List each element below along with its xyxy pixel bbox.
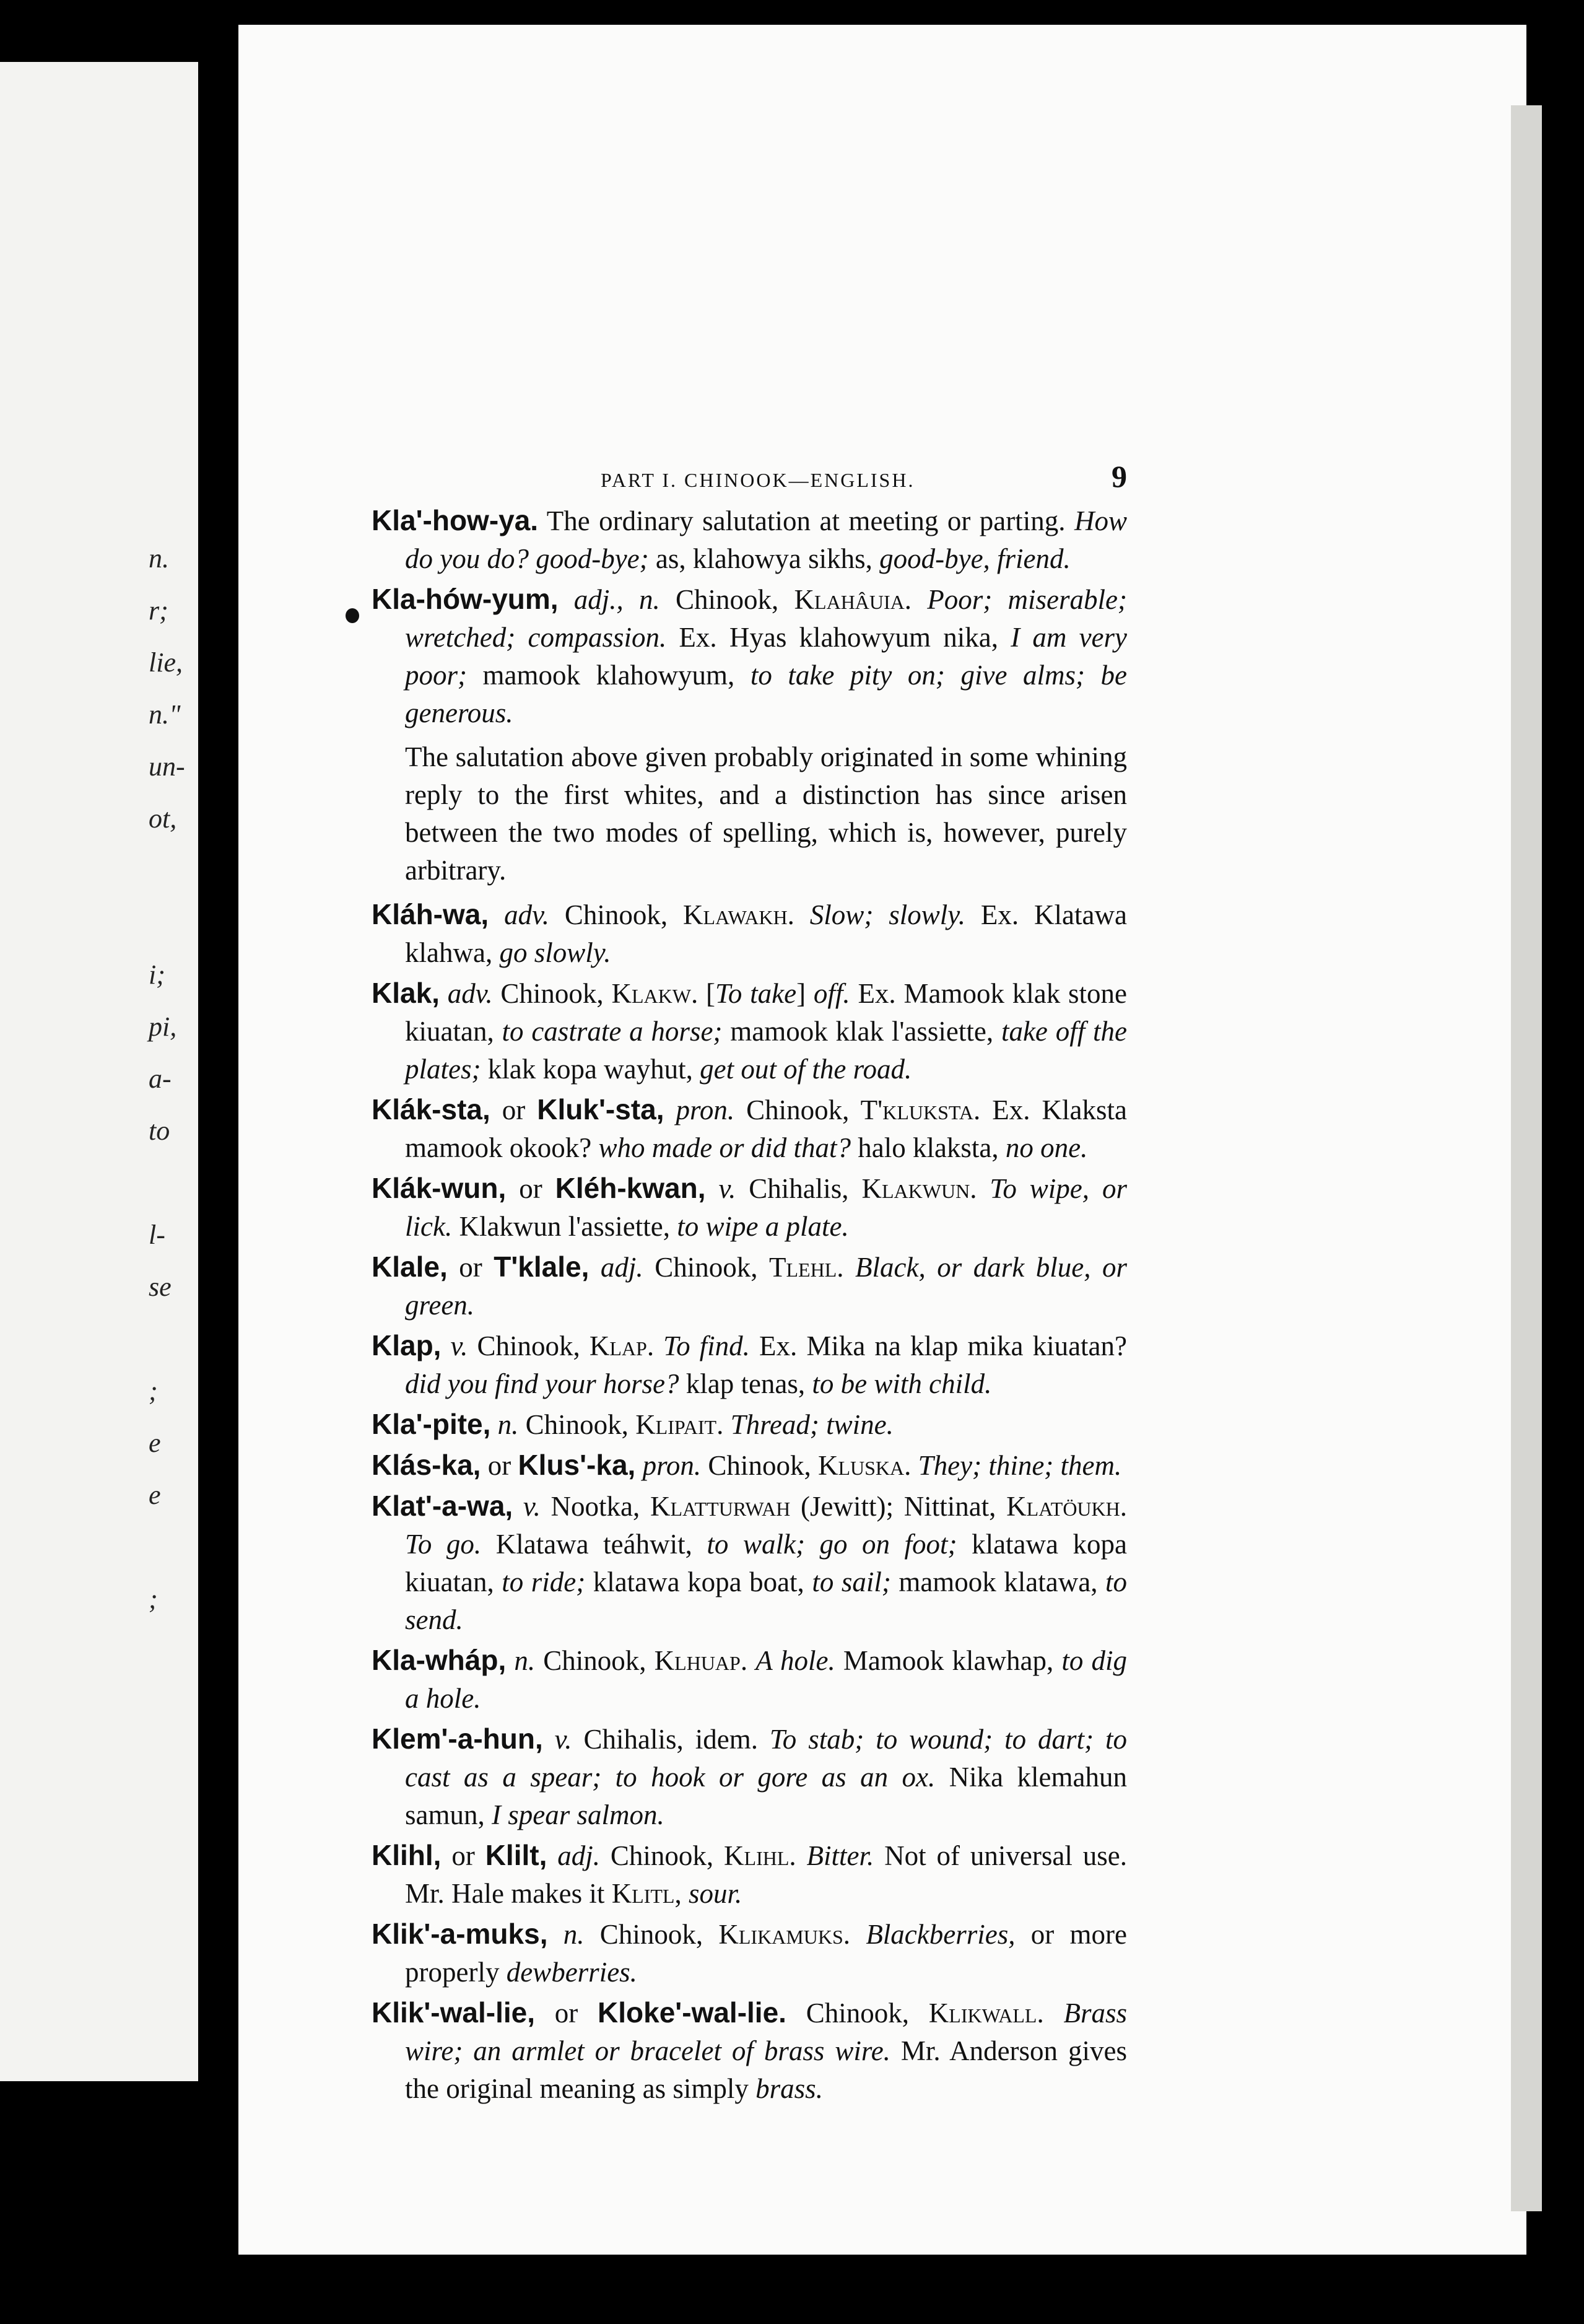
entry-text: klatawa kopa boat, <box>585 1566 812 1597</box>
source-word: Klap <box>589 1330 647 1361</box>
left-page-fragment <box>149 1313 198 1365</box>
definition: To wipe, or lick. <box>405 1173 1127 1242</box>
definition: no one. <box>1005 1132 1088 1163</box>
headword: Klák-sta, <box>372 1093 490 1125</box>
page-edge-shadow <box>1511 105 1542 2211</box>
entry-text: klak kopa wayhut, <box>481 1054 700 1085</box>
left-page-fragment: ; <box>149 1376 158 1406</box>
headword: Kla-wháp, <box>372 1644 507 1676</box>
entry-text: Chinook, <box>535 1645 655 1676</box>
entry-text: Nika klemahun samun, <box>405 1762 1127 1830</box>
definition: take off the plates; <box>405 1016 1127 1085</box>
definition: A hole. <box>755 1645 835 1676</box>
left-page-fragment: a- <box>149 1064 172 1094</box>
grammar-label: adv. <box>489 899 549 930</box>
left-page-fragment: to <box>149 1116 170 1146</box>
definition: To go. <box>405 1529 482 1560</box>
source-word: Klipait <box>635 1409 717 1440</box>
headword: Klat'-a-wa, <box>372 1490 513 1522</box>
definition: Blackberries, <box>866 1919 1016 1950</box>
left-page-fragment: l- <box>149 1220 165 1250</box>
dictionary-entry <box>372 1169 1127 1246</box>
definition: to wipe a plate. <box>677 1211 849 1242</box>
running-header <box>372 458 1127 494</box>
entry-text: Mr. Anderson gives the original meaning as simply <box>405 2035 1127 2104</box>
dictionary-entry <box>372 1837 1127 1913</box>
source-word: Klitl <box>611 1878 675 1909</box>
entry-text: or <box>481 1450 518 1481</box>
definition: They; thine; them. <box>918 1450 1122 1481</box>
entry-text: mamook klatawa, <box>890 1566 1105 1597</box>
grammar-label: v. <box>542 1724 572 1755</box>
definition: sour. <box>688 1878 742 1909</box>
grammar-label: pron. <box>664 1094 735 1125</box>
entry-text: as, klahowya sikhs, <box>648 543 880 574</box>
page-number: 9 <box>1112 459 1127 494</box>
running-head-title: PART I. CHINOOK—ENGLISH. <box>601 469 915 491</box>
entry-text: Chinook, <box>786 1998 929 2029</box>
headword: Kla-hów-yum, <box>372 583 559 615</box>
entry-text: . <box>787 899 810 930</box>
headword: Klem'-a-hun, <box>372 1723 543 1755</box>
source-word: Klatöukh <box>1006 1491 1120 1522</box>
entry-text: (Jewitt); Nittinat, <box>790 1491 1007 1522</box>
entry-text: . <box>789 1840 807 1871</box>
entry-text: The salutation above given probably originated in some whining reply to the first whites, and a distinction has since arisen between the two modes of spelling, which is, however, purely arbitrary. <box>405 741 1127 886</box>
entry-text: Ex. Klatawa klahwa, <box>405 899 1127 968</box>
definition: who made or did that? <box>598 1132 851 1163</box>
entry-text: . <box>646 1330 664 1361</box>
grammar-label: v. <box>441 1330 468 1361</box>
definition: dewberries. <box>506 1957 637 1988</box>
entry-text: The ordinary salutation at meeting or parting. <box>538 505 1074 536</box>
left-page-fragment: un- <box>149 751 185 782</box>
left-page-fragment: se <box>149 1272 172 1302</box>
entry-text: Chinook, <box>549 899 684 930</box>
dictionary-entry <box>372 1091 1127 1167</box>
entry-text: . <box>843 1919 866 1950</box>
left-page-fragment: n. <box>149 543 169 574</box>
headword: Kla'-pite, <box>372 1408 491 1440</box>
entry-note <box>372 738 1127 889</box>
entry-text: Ex. Mamook klak stone kiuatan, <box>405 978 1127 1047</box>
definition: to ride; <box>502 1566 586 1597</box>
left-page-fragment: n." <box>149 699 181 730</box>
entry-text: . <box>904 584 928 615</box>
definition: Slow; slowly. <box>809 899 965 930</box>
left-page-edge <box>0 62 198 2081</box>
entry-text: mamook klak l'assiette, <box>722 1016 1001 1047</box>
definition: get out of the road. <box>700 1054 912 1085</box>
left-page-fragment <box>149 897 198 949</box>
variant-headword: Kloke'-wal-lie. <box>598 1996 786 2029</box>
headword: Klik'-a-muks, <box>372 1918 548 1950</box>
entry-text: . [ <box>690 978 715 1009</box>
definition: go slowly. <box>499 937 611 968</box>
left-page-fragment: e <box>149 1480 161 1510</box>
variant-headword: T'klale, <box>494 1251 590 1283</box>
entry-text: Not of universal use. Mr. Hale makes it <box>405 1840 1127 1909</box>
left-page-text-fragments <box>149 533 198 1625</box>
entry-text: , <box>674 1878 689 1909</box>
grammar-label: adj. <box>547 1840 601 1871</box>
definition: to castrate a horse; <box>502 1016 723 1047</box>
source-word: Klihl <box>724 1840 790 1871</box>
entry-text: . <box>740 1645 756 1676</box>
left-page-fragment: ot, <box>149 803 177 834</box>
source-word: Klahâuia <box>794 584 905 615</box>
entry-text: Ex. Mika na klap mika kiuatan? <box>749 1330 1128 1361</box>
definition: to walk; go on foot; <box>707 1529 957 1560</box>
definition: I am very poor; <box>405 622 1127 691</box>
entry-text: Chinook, <box>468 1330 590 1361</box>
source-word: Kluska <box>817 1450 905 1481</box>
grammar-label: adj., n. <box>558 584 660 615</box>
entry-text: or <box>441 1840 485 1871</box>
source-word: Klawakh <box>683 899 788 930</box>
grammar-label: n. <box>547 1919 585 1950</box>
left-page-fragment <box>149 845 198 897</box>
entry-text: . <box>1037 1998 1064 2029</box>
variant-headword: Klilt, <box>485 1839 547 1871</box>
left-page-fragment: i; <box>149 959 165 990</box>
entry-text: Chihalis, <box>736 1173 862 1204</box>
entry-text: mamook klahowyum, <box>467 660 751 691</box>
entry-text: or <box>506 1173 555 1204</box>
definition: to dig a hole. <box>405 1645 1128 1714</box>
headword: Klik'-wal-lie, <box>372 1996 536 2029</box>
dictionary-entry <box>372 974 1127 1088</box>
left-page-fragment: lie, <box>149 647 183 678</box>
source-word: Klakw <box>611 978 691 1009</box>
entry-text: halo klaksta, <box>850 1132 1006 1163</box>
dictionary-entry <box>372 1720 1127 1834</box>
grammar-label: adj. <box>589 1252 643 1283</box>
dictionary-entries <box>372 502 1127 2110</box>
definition: Brass wire; an armlet or bracelet of brass wire. <box>405 1998 1127 2066</box>
headword: Klak, <box>372 977 440 1009</box>
entry-text: or <box>447 1252 494 1283</box>
variant-headword: Kléh-kwan, <box>555 1172 706 1204</box>
definition: Thread; twine. <box>730 1409 894 1440</box>
dictionary-entry <box>372 1327 1127 1403</box>
definition: To find. <box>663 1330 750 1361</box>
left-page-fragment <box>149 1157 198 1209</box>
entry-text: Mamook klawhap, <box>835 1645 1062 1676</box>
entry-text: Ex. Hyas klahowyum nika, <box>666 622 1011 653</box>
variant-headword: Kluk'-sta, <box>537 1093 664 1125</box>
entry-text: Klatawa teáhwit, <box>481 1529 707 1560</box>
left-page-fragment: e <box>149 1428 161 1458</box>
dictionary-entry <box>372 1641 1127 1718</box>
grammar-label: pron. <box>635 1450 702 1481</box>
grammar-label: n. <box>490 1409 519 1440</box>
entry-text: . <box>904 1450 918 1481</box>
headword: Klás-ka, <box>372 1449 481 1481</box>
definition: good-bye, friend. <box>879 543 1071 574</box>
definition: To take <box>715 978 797 1009</box>
entry-text: Chinook, <box>584 1919 719 1950</box>
entry-text: ] <box>796 978 814 1009</box>
dictionary-entry <box>372 896 1127 972</box>
entry-text: Klakwun l'assiette, <box>452 1211 677 1242</box>
headword: Kláh-wa, <box>372 898 489 930</box>
grammar-label: v. <box>705 1173 736 1204</box>
source-word: Klakwun <box>861 1173 970 1204</box>
entry-text: or <box>490 1094 537 1125</box>
definition: Black, or dark blue, or green. <box>405 1252 1127 1321</box>
headword: Klale, <box>372 1251 448 1283</box>
entry-text: klatawa kopa kiuatan, <box>405 1529 1127 1597</box>
dictionary-entry <box>372 580 1127 732</box>
left-page-fragment <box>149 1521 198 1573</box>
entry-text: . <box>970 1173 990 1204</box>
definition: off. <box>813 978 850 1009</box>
definition: brass. <box>755 2073 823 2104</box>
entry-text: Chinook, <box>701 1450 818 1481</box>
entry-text: Chinook, <box>643 1252 769 1283</box>
dictionary-entry <box>372 502 1127 578</box>
source-word: Klhuap <box>654 1645 741 1676</box>
source-word: Klatturwah <box>650 1491 791 1522</box>
ink-mark <box>346 608 359 623</box>
entry-text: Chinook, T' <box>734 1094 883 1125</box>
entry-text: . <box>1120 1491 1128 1522</box>
dictionary-entry <box>372 1248 1127 1324</box>
entry-text: . Ex. Klaksta mamook okook? <box>405 1094 1127 1163</box>
definition: to send. <box>405 1566 1127 1635</box>
source-word: Klikwall <box>928 1998 1037 2029</box>
entry-text: . <box>837 1252 856 1283</box>
entry-text: or <box>535 1998 598 2029</box>
definition: Bitter. <box>806 1840 874 1871</box>
left-page-fragment: ; <box>149 1584 158 1614</box>
dictionary-entry <box>372 1487 1127 1639</box>
entry-text: Chinook, <box>600 1840 725 1871</box>
definition: to be with child. <box>812 1368 992 1399</box>
headword: Kla'-how-ya. <box>372 504 539 536</box>
headword: Klák-wun, <box>372 1172 507 1204</box>
entry-text: or more properly <box>405 1919 1128 1988</box>
definition: to sail; <box>812 1566 891 1597</box>
grammar-label: adv. <box>439 978 493 1009</box>
entry-text: Nootka, <box>540 1491 651 1522</box>
dictionary-entry <box>372 1915 1127 1991</box>
headword: Klihl, <box>372 1839 442 1871</box>
grammar-label: n. <box>506 1645 536 1676</box>
dictionary-entry <box>372 1405 1127 1444</box>
entry-text: klap tenas, <box>679 1368 812 1399</box>
definition: How do you do? good-bye; <box>405 505 1127 574</box>
dictionary-entry <box>372 1446 1127 1485</box>
definition: to take pity on; give alms; be generous. <box>405 660 1127 728</box>
definition: did you find your horse? <box>405 1368 679 1399</box>
source-word: Tlehl <box>769 1252 837 1283</box>
entry-text: Chihalis, idem. <box>572 1724 770 1755</box>
definition: Poor; miserable; wretched; compassion. <box>405 584 1127 653</box>
source-word: Klikamuks <box>718 1919 843 1950</box>
headword: Klap, <box>372 1329 442 1361</box>
entry-text: Chinook, <box>518 1409 636 1440</box>
grammar-label: v. <box>513 1491 541 1522</box>
source-word: kluksta <box>882 1094 973 1125</box>
left-page-fragment: r; <box>149 595 168 626</box>
entry-text: Chinook, <box>492 978 612 1009</box>
definition: I spear salmon. <box>492 1799 664 1830</box>
dictionary-entry <box>372 1994 1127 2108</box>
entry-text: Chinook, <box>659 584 794 615</box>
definition: To stab; to wound; to dart; to cast as a spear; to hook or gore as an ox. <box>405 1724 1128 1793</box>
entry-text: . <box>716 1409 731 1440</box>
left-page-fragment: pi, <box>149 1011 177 1042</box>
variant-headword: Klus'-ka, <box>518 1449 636 1481</box>
